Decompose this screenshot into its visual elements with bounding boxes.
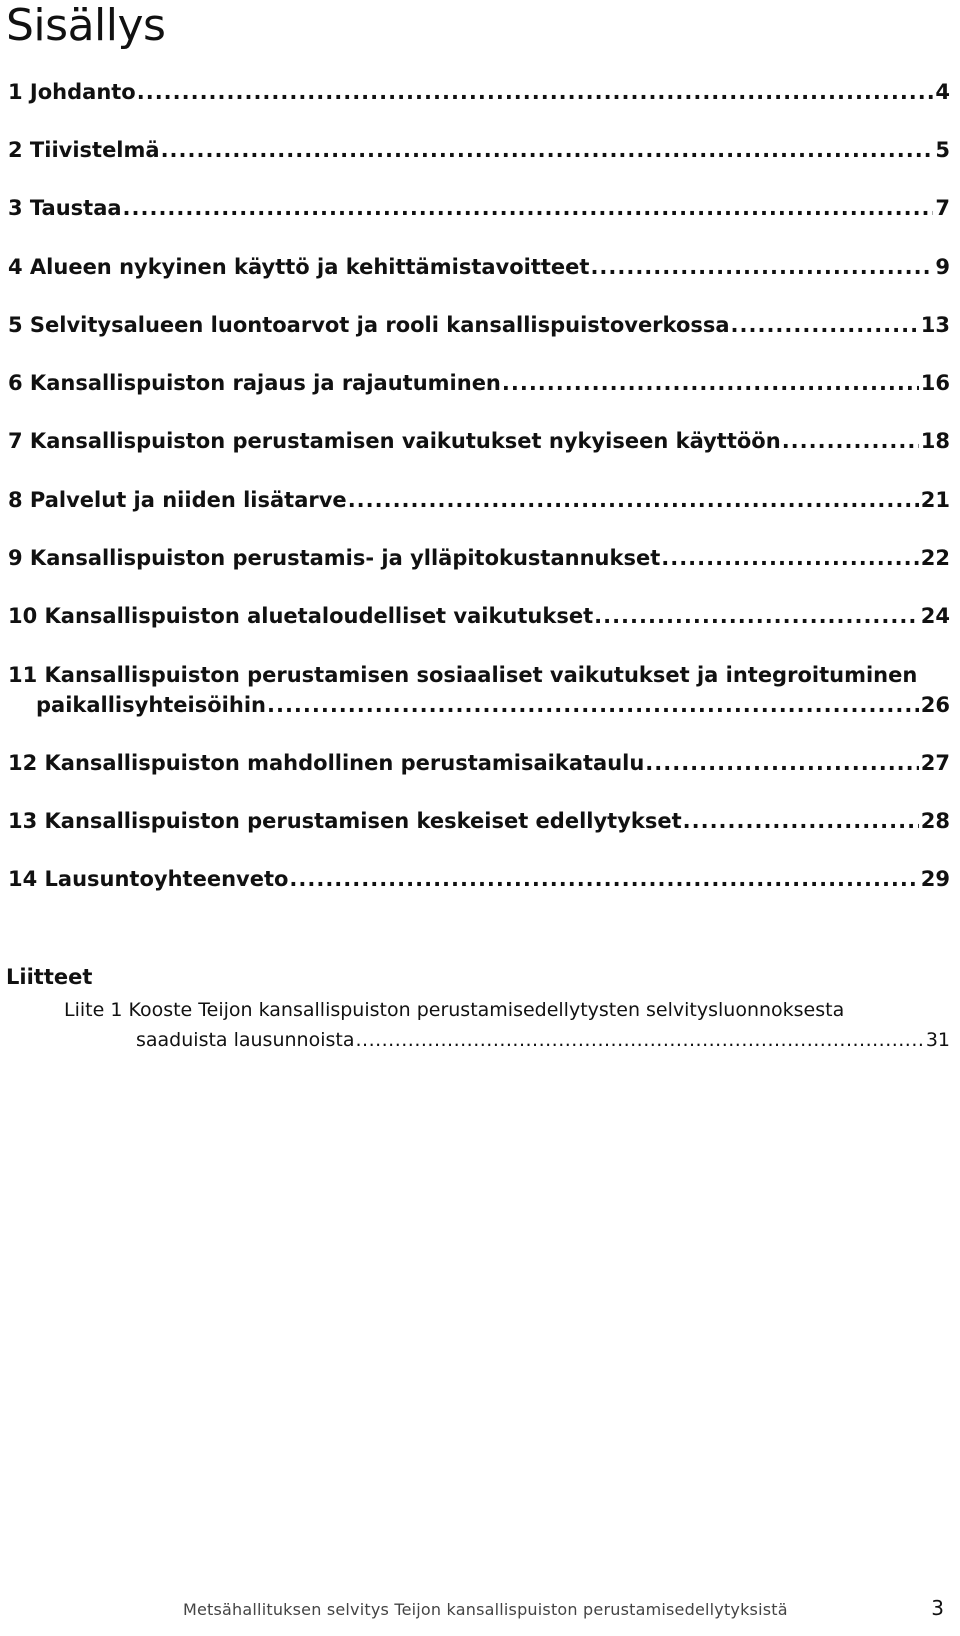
- toc-entry-title: 1 Johdanto: [8, 80, 136, 104]
- dot-leader: [267, 690, 919, 720]
- toc-entry-title: 7 Kansallispuiston perustamisen vaikutukset nykyiseen käyttöön: [8, 429, 781, 453]
- toc-entry-title: 2 Tiivistelmä: [8, 138, 160, 162]
- attachment-title-line1: Liite 1 Kooste Teijon kansallispuiston perustamisedellytysten selvitysluonnoksesta: [64, 999, 845, 1021]
- dot-leader: [594, 601, 919, 631]
- toc-entry-title: 12 Kansallispuiston mahdollinen perustamisaikataulu: [8, 751, 645, 775]
- toc-entry-title: 13 Kansallispuiston perustamisen keskeiset edellytykset: [8, 809, 682, 833]
- toc-entry-title: 10 Kansallispuiston aluetaloudelliset vaikutukset: [8, 604, 594, 628]
- toc-entry-page: 27: [920, 751, 950, 775]
- toc-entry[interactable]: [8, 660, 950, 720]
- toc-entry[interactable]: [8, 252, 950, 282]
- toc-entry-page: 7: [935, 196, 950, 220]
- footer-text: Metsähallituksen selvitys Teijon kansallispuiston perustamisedellytyksistä: [183, 1600, 788, 1619]
- attachment-entry[interactable]: [64, 995, 950, 1055]
- toc-entry-page: 24: [920, 604, 950, 628]
- toc-entry[interactable]: [8, 193, 950, 223]
- toc-entry[interactable]: [8, 135, 950, 165]
- toc-entry[interactable]: [8, 310, 950, 340]
- dot-leader: [502, 368, 919, 398]
- toc-entry-page: 29: [920, 867, 950, 891]
- toc-entry[interactable]: [8, 601, 950, 631]
- dot-leader: [683, 806, 919, 836]
- dot-leader: [123, 193, 934, 223]
- toc-entry-title: 3 Taustaa: [8, 196, 122, 220]
- dot-leader: [289, 864, 918, 894]
- dot-leader: [161, 135, 934, 165]
- dot-leader: [137, 77, 934, 107]
- toc-entry[interactable]: [8, 77, 950, 107]
- toc-entry[interactable]: [8, 426, 950, 456]
- toc-entry-title: 4 Alueen nykyinen käyttö ja kehittämistavoitteet: [8, 255, 590, 279]
- toc-entry[interactable]: [8, 485, 950, 515]
- toc-entry-page: 21: [920, 488, 950, 512]
- dot-leader: [590, 252, 933, 282]
- toc-entry[interactable]: [8, 806, 950, 836]
- toc-entry-title: 9 Kansallispuiston perustamis- ja ylläpitokustannukset: [8, 546, 661, 570]
- attachments-heading: Liitteet: [6, 965, 93, 989]
- toc-entry-title: 8 Palvelut ja niiden lisätarve: [8, 488, 347, 512]
- attachment-page: 31: [925, 1029, 950, 1051]
- toc-entry-title: 5 Selvitysalueen luontoarvot ja rooli kansallispuistoverkossa: [8, 313, 730, 337]
- toc-entry-page: 22: [920, 546, 950, 570]
- dot-leader: [645, 748, 918, 778]
- toc-entry-title-line1: 11 Kansallispuiston perustamisen sosiaaliset vaikutukset ja integroituminen: [8, 663, 918, 687]
- toc-entry[interactable]: [8, 748, 950, 778]
- toc-entry-page: 9: [935, 255, 950, 279]
- toc-entry-title: 14 Lausuntoyhteenveto: [8, 867, 289, 891]
- toc-entry-title-line2: paikallisyhteisöihin: [36, 693, 266, 717]
- toc-entry-page: 28: [920, 809, 950, 833]
- toc-entry-page: 13: [920, 313, 950, 337]
- dot-leader: [731, 310, 919, 340]
- dot-leader: [348, 485, 919, 515]
- toc-entry-title: 6 Kansallispuiston rajaus ja rajautuminen: [8, 371, 501, 395]
- toc-entry-page: 18: [920, 429, 950, 453]
- toc-entry-page: 4: [935, 80, 950, 104]
- toc-entry-page: 16: [920, 371, 950, 395]
- dot-leader: [782, 426, 919, 456]
- page-title: Sisällys: [6, 0, 166, 51]
- attachment-title-line2: saaduista lausunnoista: [136, 1029, 355, 1051]
- dot-leader: [355, 1025, 923, 1055]
- toc-entry[interactable]: [8, 543, 950, 573]
- toc-entry-page: 5: [935, 138, 950, 162]
- toc-entry[interactable]: [8, 368, 950, 398]
- dot-leader: [661, 543, 919, 573]
- toc-entry[interactable]: [8, 864, 950, 894]
- page-number: 3: [931, 1596, 944, 1620]
- toc-entry-page: 26: [920, 693, 950, 717]
